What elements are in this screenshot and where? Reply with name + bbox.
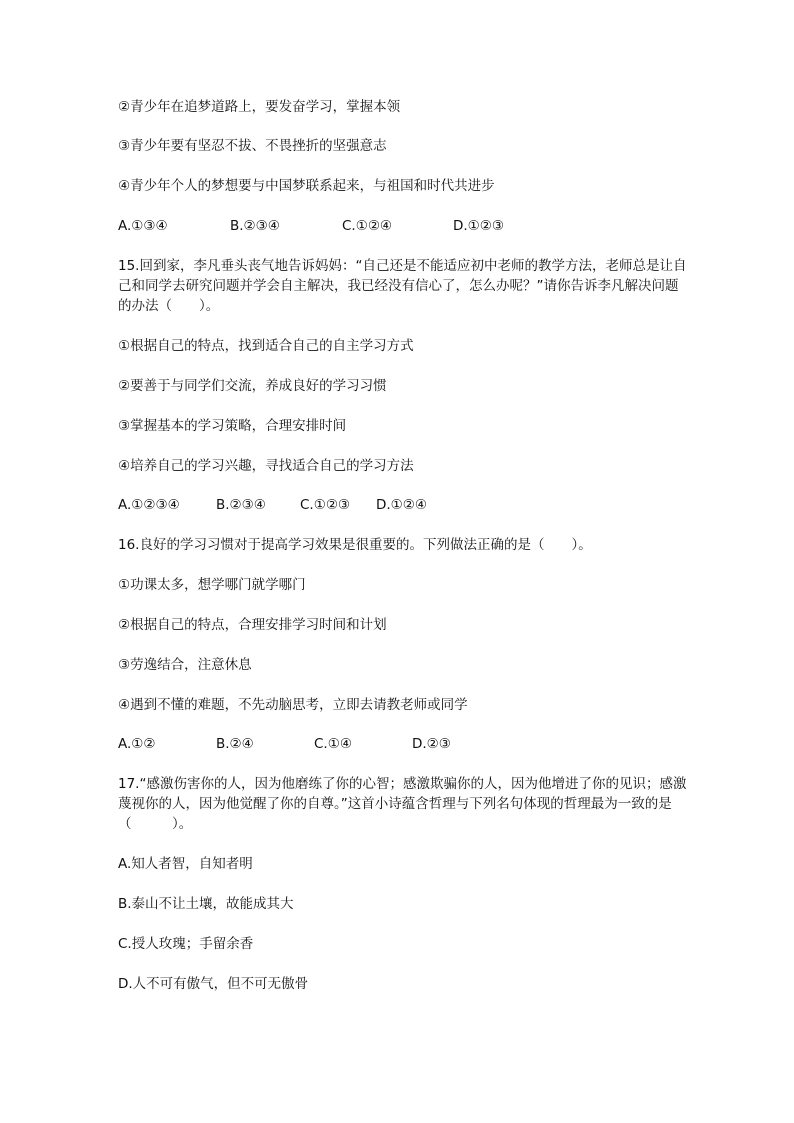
q15-item-2: ②要善于与同学们交流，养成良好的学习习惯 [118,378,387,394]
q17-option-d: D.人不可有傲气，但不可无傲骨 [118,976,309,992]
q14-option-c: C.①②④ [342,218,393,234]
q15-option-b: B.②③④ [216,497,266,513]
q14-option-b: B.②③④ [230,218,280,234]
q16-item-4: ④遇到不懂的难题，不先动脑思考，立即去请教老师或同学 [118,697,468,713]
q15-option-c: C.①②③ [300,497,351,513]
q16-item-2: ②根据自己的特点，合理安排学习时间和计划 [118,617,387,633]
q17-option-c: C.授人玫瑰；手留余香 [118,936,254,952]
q17-option-a: A.知人者智，自知者明 [118,856,253,872]
q16-item-3: ③劳逸结合，注意休息 [118,657,252,673]
q16-option-d: D.②③ [412,736,451,752]
q15-item-3: ③掌握基本的学习策略，合理安排时间 [118,418,347,434]
q15-option-d: D.①②④ [376,497,427,513]
q16-option-a: A.①② [118,736,156,752]
q16-question: 16.良好的学习习惯对于提高学习效果是很重要的。下列做法正确的是（ ）。 [118,537,592,553]
q14-option-a: A.①③④ [118,218,168,234]
q14-item-3: ③青少年要有坚忍不拔、不畏挫折的坚强意志 [118,138,387,154]
q16-option-c: C.①④ [314,736,352,752]
q15-item-1: ①根据自己的特点，找到适合自己的自主学习方式 [118,338,414,354]
q17-option-b: B.泰山不让土壤，故能成其大 [118,896,294,912]
q14-item-2: ②青少年在追梦道路上，要发奋学习，掌握本领 [118,99,401,115]
q17-question: 17.“感激伤害你的人，因为他磨练了你的心智；感激欺骗你的人，因为他增进了你的见识；感激蔑视你的人，因为他觉醒了你的自尊。”这首小诗蕴含哲理与下列名句体现的哲理最为一致的是（ ）。 [118,776,687,832]
q15-option-a: A.①②③④ [118,497,180,513]
q16-item-1: ①功课太多，想学哪门就学哪门 [118,577,306,593]
q16-option-b: B.②④ [216,736,254,752]
q15-question: 15.回到家，李凡垂头丧气地告诉妈妈：“自己还是不能适应初中老师的教学方法，老师总是让自己和同学去研究问题并学会自主解决，我已经没有信心了，怎么办呢？”请你告诉李凡解决问题的办法（ ）。 [118,258,687,314]
q15-item-4: ④培养自己的学习兴趣，寻找适合自己的学习方法 [118,458,414,474]
q14-option-d: D.①②③ [453,218,504,234]
q14-item-4: ④青少年个人的梦想要与中国梦联系起来，与祖国和时代共进步 [118,178,495,194]
